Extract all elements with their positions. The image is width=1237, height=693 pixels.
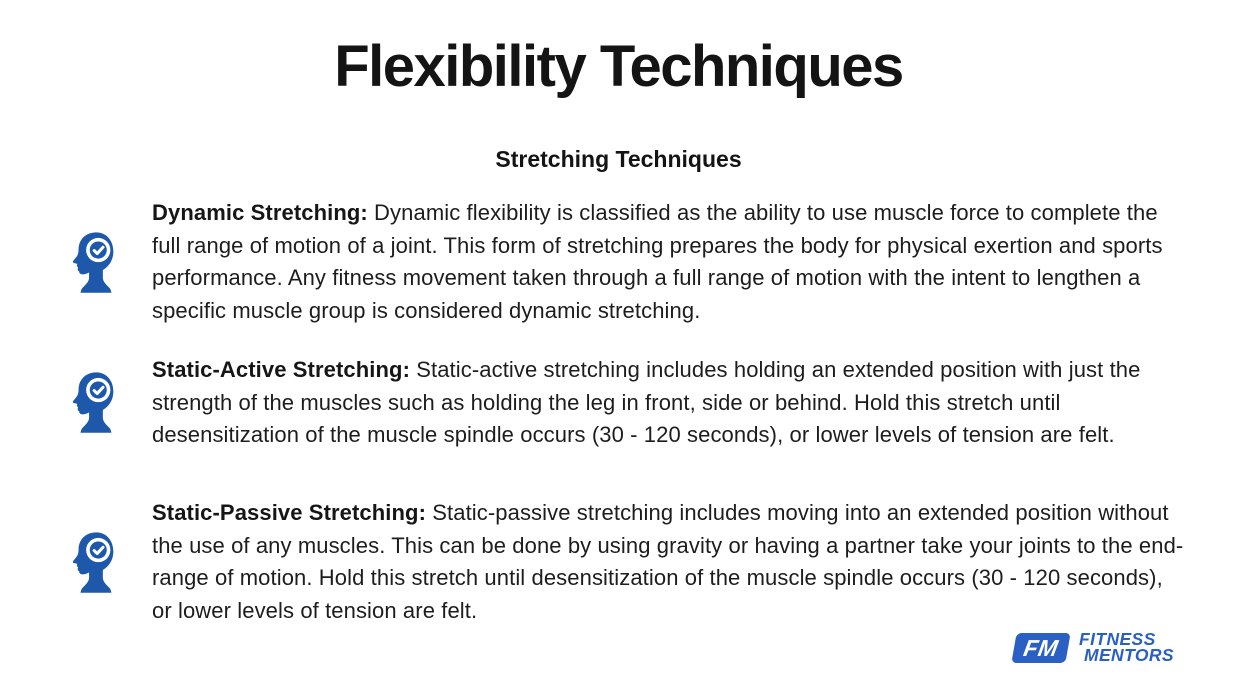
paragraph-body: Dynamic flexibility is classified as the ability to use muscle force to complete the full range of motion of a joint. This form of stretching prepares the body for physical exertion and sports performance. Any fitness movement taken through a full range of motion with the intent to lengthen a specific muscle group is considered dynamic stretching.	[152, 200, 1163, 323]
section-subtitle: Stretching Techniques	[495, 146, 742, 172]
paragraph-body: Static-active stretching includes holding an extended position with just the strength of the muscles such as holding the leg in front, side or behind. Hold this stretch until desensitization of the muscle spindle occurs (30 - 120 seconds), or lower levels of tension are felt.	[152, 357, 1141, 448]
paragraph-static-passive-stretching	[152, 497, 1186, 627]
head-with-checkmark-icon	[72, 371, 114, 434]
wordmark-line-1: FITNESS	[1079, 629, 1156, 649]
paragraph-heading: Dynamic Stretching:	[152, 200, 368, 225]
fitness-mentors-logo	[1014, 629, 1174, 665]
list-item-static-active-stretching	[72, 354, 1188, 452]
paragraph-static-active-stretching	[152, 354, 1186, 452]
paragraph-body: Static-passive stretching includes moving into an extended position without the use of any muscles. This can be done by using gravity or having a partner take your joints to the end-range of motion. Hold this stretch until desensitization of the muscle spindle occurs (30 - 120 seconds), or lower levels of tension are felt.	[152, 500, 1184, 623]
page-title: Flexibility Techniques	[334, 34, 903, 99]
head-with-checkmark-icon	[72, 531, 114, 594]
list-item-dynamic-stretching	[72, 197, 1188, 327]
list-item-static-passive-stretching	[72, 497, 1188, 627]
fm-logo-badge: FM	[1011, 633, 1070, 663]
wordmark-line-2: MENTORS	[1084, 644, 1174, 665]
fitness-mentors-wordmark	[1079, 629, 1174, 665]
paragraph-heading: Static-Active Stretching:	[152, 357, 410, 382]
paragraph-dynamic-stretching	[152, 197, 1186, 327]
paragraph-heading: Static-Passive Stretching:	[152, 500, 427, 525]
head-with-checkmark-icon	[72, 231, 114, 294]
